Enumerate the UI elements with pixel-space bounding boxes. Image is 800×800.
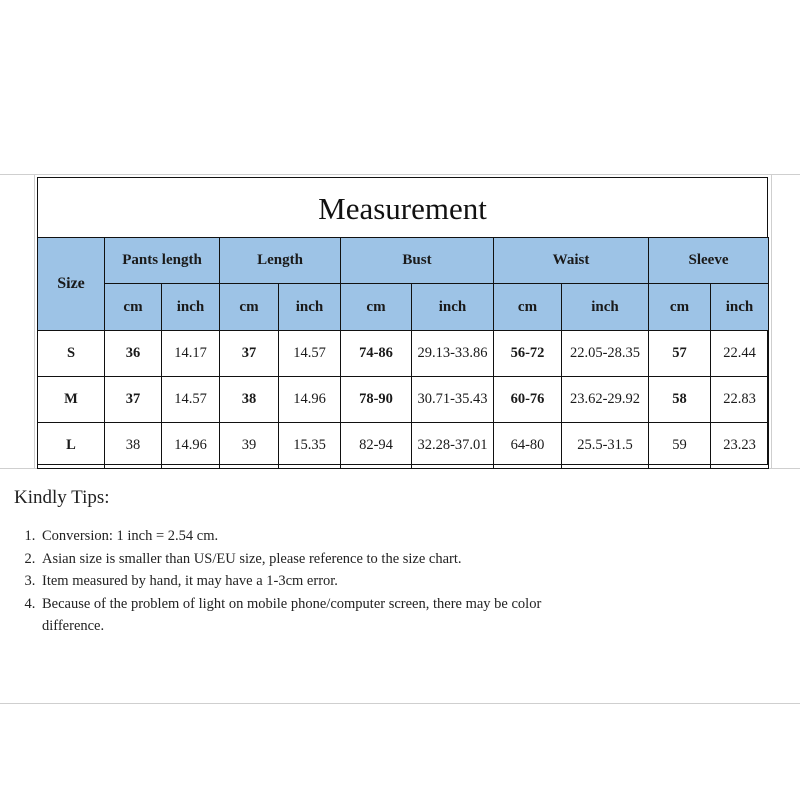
group-header-waist: Waist (494, 238, 649, 284)
table-cell: 25.5-31.5 (562, 423, 649, 469)
table-cell: 14.57 (162, 377, 220, 423)
table-row-s (38, 331, 769, 377)
table-cell: 14.96 (162, 423, 220, 469)
size-label: L (38, 423, 105, 469)
tip-item: 3. Item measured by hand, it may have a 1-3cm error. (39, 570, 774, 593)
unit-header: inch (279, 284, 341, 331)
tip-item: 2. Asian size is smaller than US/EU size, please reference to the size chart. (39, 548, 774, 571)
table-cell: 14.57 (279, 331, 341, 377)
top-divider-line (0, 174, 800, 175)
table-cell: 74-86 (341, 331, 412, 377)
table-cell: 38 (220, 377, 279, 423)
bottom-divider-line (0, 703, 800, 704)
table-cell: 60-76 (494, 377, 562, 423)
size-label: M (38, 377, 105, 423)
tips-title: Kindly Tips: (14, 487, 110, 508)
unit-header: cm (341, 284, 412, 331)
size-chart (37, 177, 768, 465)
size-label: S (38, 331, 105, 377)
table-cell: 14.96 (279, 377, 341, 423)
table-cell: 22.83 (711, 377, 769, 423)
group-header-sleeve: Sleeve (649, 238, 769, 284)
header-row-units (38, 284, 769, 331)
left-frame-line (34, 174, 35, 469)
table-cell: 58 (649, 377, 711, 423)
right-frame-line (771, 174, 772, 469)
table-row-l (38, 423, 769, 469)
table-cell: 14.17 (162, 331, 220, 377)
table-cell: 37 (105, 377, 162, 423)
table-cell: 30.71-35.43 (412, 377, 494, 423)
unit-header: cm (494, 284, 562, 331)
unit-header: inch (711, 284, 769, 331)
table-cell: 23.23 (711, 423, 769, 469)
table-cell: 57 (649, 331, 711, 377)
table-cell: 64-80 (494, 423, 562, 469)
table-row-m (38, 377, 769, 423)
tip-item: 4. Because of the problem of light on mobile phone/computer screen, there may be color difference. (39, 593, 582, 638)
table-cell: 29.13-33.86 (412, 331, 494, 377)
chart-title: Measurement (318, 191, 487, 226)
unit-header: inch (562, 284, 649, 331)
unit-header: cm (105, 284, 162, 331)
kindly-tips (14, 487, 774, 638)
table-cell: 37 (220, 331, 279, 377)
table-cell: 22.44 (711, 331, 769, 377)
table-cell: 82-94 (341, 423, 412, 469)
group-header-pants-length: Pants length (105, 238, 220, 284)
table-cell: 38 (105, 423, 162, 469)
table-cell: 36 (105, 331, 162, 377)
unit-header: cm (649, 284, 711, 331)
unit-header: inch (162, 284, 220, 331)
table-cell: 39 (220, 423, 279, 469)
table-cell: 15.35 (279, 423, 341, 469)
size-header: Size (38, 238, 105, 331)
size-table (37, 237, 769, 469)
group-header-bust: Bust (341, 238, 494, 284)
table-cell: 22.05-28.35 (562, 331, 649, 377)
tips-list (14, 525, 774, 638)
table-cell: 56-72 (494, 331, 562, 377)
table-cell: 23.62-29.92 (562, 377, 649, 423)
group-header-length: Length (220, 238, 341, 284)
tip-item: 1. Conversion: 1 inch = 2.54 cm. (39, 525, 774, 548)
unit-header: cm (220, 284, 279, 331)
unit-header: inch (412, 284, 494, 331)
table-cell: 78-90 (341, 377, 412, 423)
table-cell: 32.28-37.01 (412, 423, 494, 469)
table-cell: 59 (649, 423, 711, 469)
header-row-groups (38, 238, 769, 284)
